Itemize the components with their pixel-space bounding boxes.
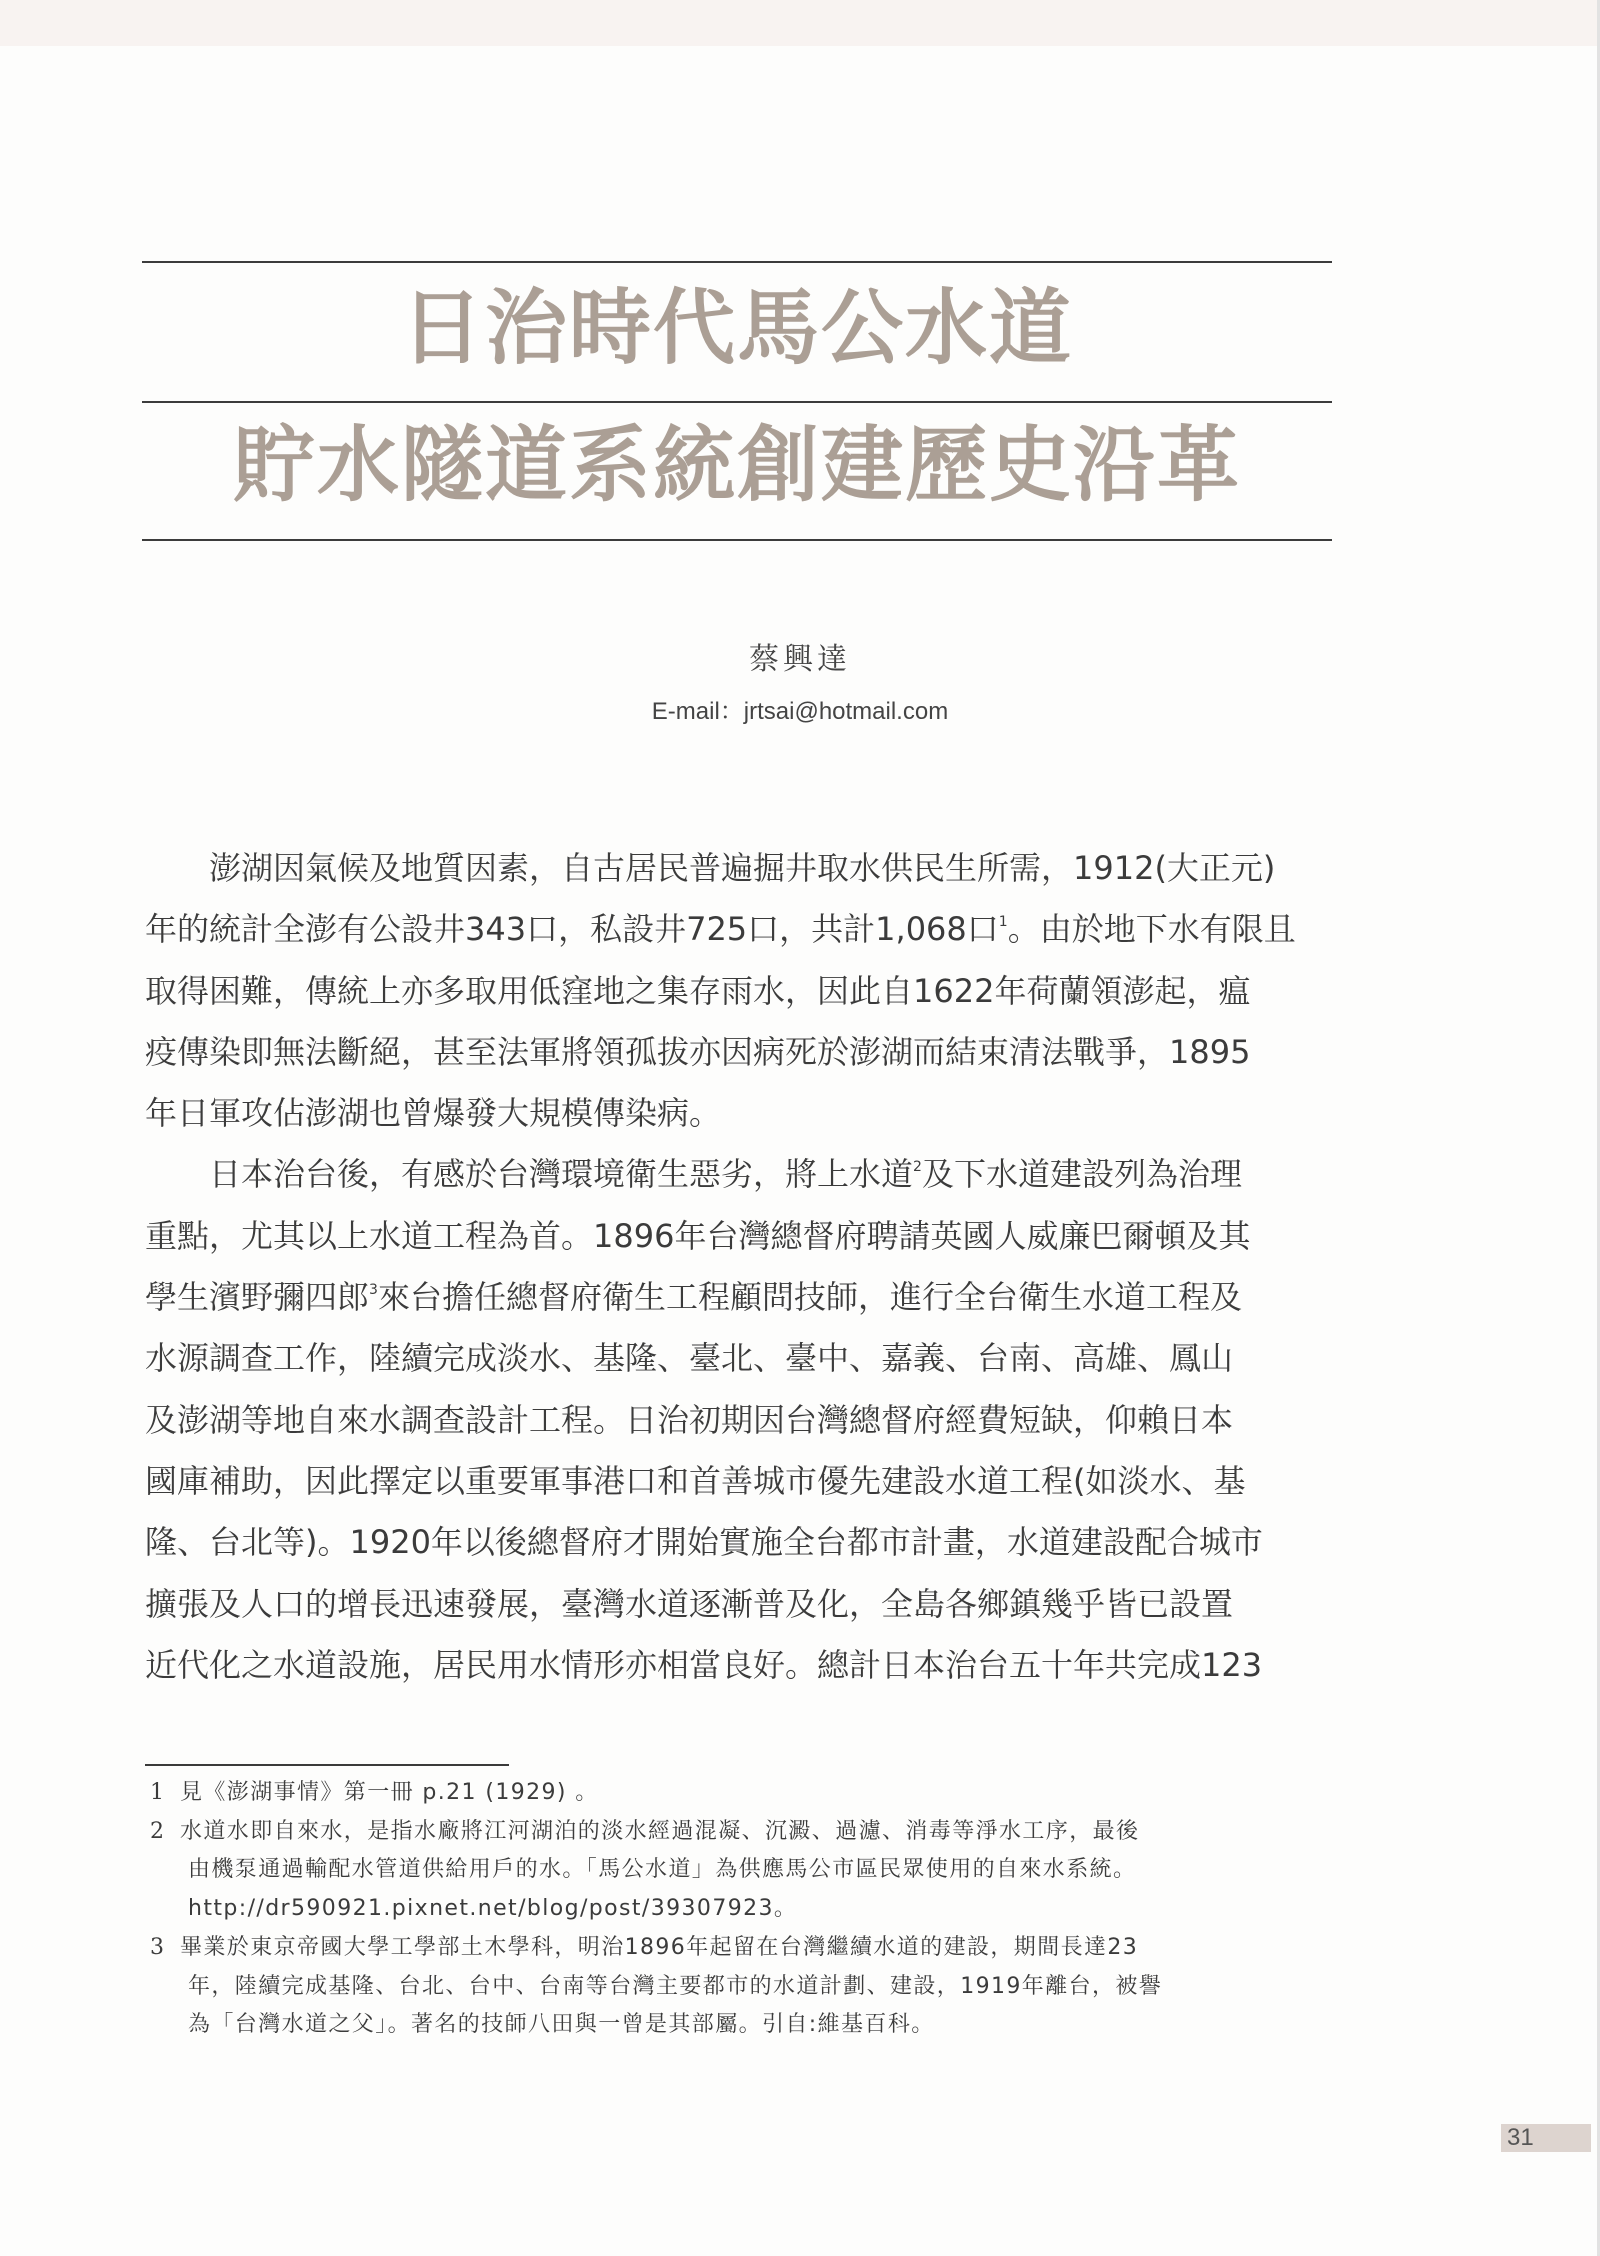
footnote-text: 年，陸續完成基隆、台北、台中、台南等台灣主要都市的水道計劃、建設，1919年離台，被譽 [188, 1973, 1163, 1999]
body-line [145, 838, 1335, 899]
body-line-text: 疫傳染即無法斷絕，甚至法軍將領孤拔亦因病死於澎湖而結束清法戰爭，1895 [145, 1032, 1251, 1071]
body-line-text: 年的統計全澎有公設井343口，私設井725口，共計1,068口 [145, 910, 999, 949]
footnote-text: 畢業於東京帝國大學工學部土木學科，明治1896年起留在台灣繼續水道的建設，期間長達23 [180, 1934, 1139, 1960]
article-body [145, 838, 1335, 1696]
footnote-line [150, 1968, 1340, 2007]
title-rule-bottom [142, 539, 1332, 541]
title-line-2: 貯水隧道系統創建歷史沿革 [232, 417, 1241, 513]
footnote-ref[interactable]: 3 [369, 1282, 378, 1299]
footnote-text: 由機泵通過輸配水管道供給用戶的水。「馬公水道」為供應馬公市區民眾使用的自來水系統。 [188, 1857, 1137, 1883]
author-name: 蔡興達 [749, 642, 851, 677]
footnote-number: 3 [150, 1934, 166, 1960]
body-line [145, 1512, 1335, 1573]
body-line [145, 1635, 1335, 1696]
footnote-text: 為「台灣水道之父」。著名的技師八田與一曾是其部屬。引自:維基百科。 [188, 2012, 935, 2038]
body-line-text: 來台擔任總督府衛生工程顧問技師，進行全台衛生水道工程及 [377, 1278, 1242, 1317]
body-line-text: 及澎湖等地自來水調查設計工程。日治初期因台灣總督府經費短缺，仰賴日本 [145, 1400, 1234, 1439]
body-line [145, 1083, 1335, 1144]
body-line-text: 水源調查工作，陸續完成淡水、基隆、臺北、臺中、嘉義、台南、高雄、鳳山 [145, 1339, 1234, 1378]
footnote-line [150, 2006, 1340, 2045]
footnote-text[interactable]: http://dr590921.pixnet.net/blog/post/39307923。 [188, 1896, 798, 1922]
body-line-text: 國庫補助，因此擇定以重要軍事港口和首善城市優先建設水道工程(如淡水、基 [145, 1461, 1246, 1500]
body-line-text: 年日軍攻佔澎湖也曾爆發大規模傳染病。 [145, 1094, 722, 1133]
footnote-ref[interactable]: 2 [913, 1159, 922, 1176]
footnote-line [150, 1929, 1340, 1968]
body-line [145, 899, 1335, 960]
page-number: 31 [1501, 2124, 1591, 2152]
footnote-separator [145, 1764, 509, 1766]
footnote-line [150, 1890, 1340, 1929]
scan-top-band [0, 0, 1600, 46]
body-line [145, 961, 1335, 1022]
body-line-text: 日本治台後，有感於台灣環境衛生惡劣，將上水道 [209, 1155, 914, 1194]
body-line [145, 1328, 1335, 1389]
body-line-text: 隆、台北等)。1920年以後總督府才開始實施全台都市計畫，水道建設配合城市 [145, 1523, 1263, 1562]
body-line [145, 1144, 1335, 1205]
body-line-text: 澎湖因氣候及地質因素，自古居民普遍掘井取水供民生所需，1912(大正元) [209, 849, 1276, 887]
footnotes [150, 1774, 1340, 2045]
body-line-text: 取得困難，傳統上亦多取用低窪地之集存雨水，因此自1622年荷蘭領澎起，瘟 [145, 971, 1251, 1010]
body-line-text: 。由於地下水有限且 [1007, 910, 1296, 949]
footnote-text: 水道水即自來水，是指水廠將江河湖泊的淡水經過混凝、沉澱、過濾、消毒等淨水工序，最後 [180, 1818, 1140, 1844]
body-line [145, 1574, 1335, 1635]
body-line [145, 1390, 1335, 1451]
body-line-text: 學生濱野彌四郎 [145, 1278, 370, 1317]
body-line [145, 1451, 1335, 1512]
footnote-ref[interactable]: 1 [998, 914, 1008, 931]
footnote-line [150, 1851, 1340, 1890]
body-line [145, 1022, 1335, 1083]
footnote-text: 見《澎湖事情》第一冊 p.21 (1929) 。 [180, 1780, 599, 1805]
footnote-number: 2 [150, 1818, 166, 1844]
footnote-number: 1 [150, 1780, 166, 1805]
body-line-text: 近代化之水道設施，居民用水情形亦相當良好。總計日本治台五十年共完成123 [145, 1645, 1263, 1684]
author-email: E-mail：jrtsai@hotmail.com [651, 698, 949, 725]
title-rule-top [142, 261, 1332, 263]
body-line-text: 重點，尤其以上水道工程為首。1896年台灣總督府聘請英國人威廉巴爾頓及其 [145, 1216, 1251, 1255]
title-rule-middle [142, 401, 1332, 403]
body-line-text: 及下水道建設列為治理 [921, 1155, 1242, 1194]
body-line-text: 擴張及人口的增長迅速發展，臺灣水道逐漸普及化，全島各鄉鎮幾乎皆已設置 [145, 1584, 1234, 1623]
title-line-1: 日治時代馬公水道 [400, 280, 1073, 376]
body-line [145, 1206, 1335, 1267]
footnote-line [150, 1813, 1340, 1852]
footnote-line [150, 1774, 1340, 1813]
body-line [145, 1267, 1335, 1328]
